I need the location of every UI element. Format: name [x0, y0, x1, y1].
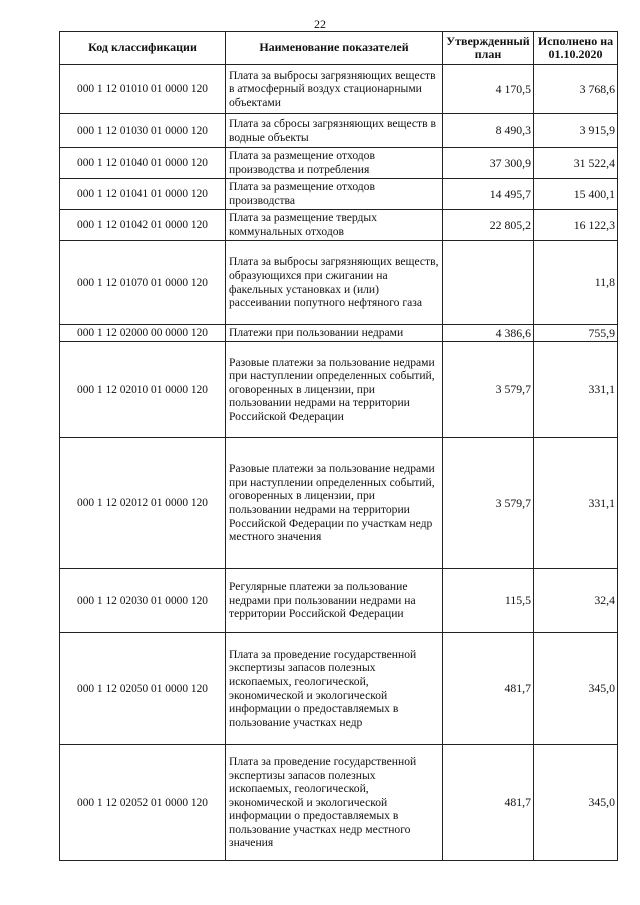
table-row — [60, 438, 618, 569]
row-name: Плата за размещение отходов производства — [226, 179, 443, 210]
row-code: 000 1 12 02012 01 0000 120 — [60, 438, 226, 569]
row-plan: 37 300,9 — [443, 148, 534, 179]
row-plan: 481,7 — [443, 745, 534, 861]
row-done: 345,0 — [534, 633, 618, 745]
row-code: 000 1 12 01070 01 0000 120 — [60, 241, 226, 325]
row-plan: 3 579,7 — [443, 438, 534, 569]
row-done: 32,4 — [534, 569, 618, 633]
row-plan: 115,5 — [443, 569, 534, 633]
row-code: 000 1 12 02052 01 0000 120 — [60, 745, 226, 861]
table-row — [60, 342, 618, 438]
table-row — [60, 114, 618, 148]
row-done: 755,9 — [534, 325, 618, 342]
row-code: 000 1 12 01030 01 0000 120 — [60, 114, 226, 148]
row-done: 3 768,6 — [534, 65, 618, 114]
row-plan: 4 170,5 — [443, 65, 534, 114]
row-name: Разовые платежи за пользование недрами при наступлении определенных событий, оговоренных в лицензии, при пользовании недрами на территории Российской Федерации — [226, 342, 443, 438]
row-done: 31 522,4 — [534, 148, 618, 179]
row-name: Регулярные платежи за пользование недрами при пользовании недрами на территории Российской Федерации — [226, 569, 443, 633]
row-code: 000 1 12 01042 01 0000 120 — [60, 210, 226, 241]
header-row — [60, 32, 618, 65]
row-done: 331,1 — [534, 342, 618, 438]
table-row — [60, 179, 618, 210]
table-row — [60, 569, 618, 633]
row-plan: 4 386,6 — [443, 325, 534, 342]
row-done: 331,1 — [534, 438, 618, 569]
row-plan: 3 579,7 — [443, 342, 534, 438]
row-code: 000 1 12 01041 01 0000 120 — [60, 179, 226, 210]
row-code: 000 1 12 01010 01 0000 120 — [60, 65, 226, 114]
row-done: 11,8 — [534, 241, 618, 325]
page-number: 22 — [314, 17, 326, 31]
row-done: 16 122,3 — [534, 210, 618, 241]
row-plan: 22 805,2 — [443, 210, 534, 241]
row-name: Плата за сбросы загрязняющих веществ в водные объекты — [226, 114, 443, 148]
budget-table — [59, 31, 618, 861]
row-plan: 8 490,3 — [443, 114, 534, 148]
row-name: Плата за проведение государственной экспертизы запасов полезных ископаемых, геологической, экономической и экологической информации о предоставляемых в пользование участках недр — [226, 633, 443, 745]
row-name: Плата за выбросы загрязняющих веществ, образующихся при сжигании на факельных установках и (или) рассеивании попутного нефтяного газа — [226, 241, 443, 325]
row-code: 000 1 12 02010 01 0000 120 — [60, 342, 226, 438]
header-name: Наименование показателей — [226, 32, 443, 65]
row-name: Плата за размещение отходов производства и потребления — [226, 148, 443, 179]
row-code: 000 1 12 01040 01 0000 120 — [60, 148, 226, 179]
table-row — [60, 325, 618, 342]
table-row — [60, 633, 618, 745]
row-name: Разовые платежи за пользование недрами при наступлении определенных событий, оговоренных в лицензии, при пользовании недрами на территории Российской Федерации по участкам недр местного значения — [226, 438, 443, 569]
table-row — [60, 210, 618, 241]
row-plan — [443, 241, 534, 325]
header-done: Исполнено на 01.10.2020 — [534, 32, 618, 65]
row-plan: 14 495,7 — [443, 179, 534, 210]
row-plan: 481,7 — [443, 633, 534, 745]
header-plan: Утвержденный план — [443, 32, 534, 65]
row-name: Платежи при пользовании недрами — [226, 325, 443, 342]
row-code: 000 1 12 02030 01 0000 120 — [60, 569, 226, 633]
row-name: Плата за выбросы загрязняющих веществ в атмосферный воздух стационарными объектами — [226, 65, 443, 114]
table-row — [60, 148, 618, 179]
row-done: 15 400,1 — [534, 179, 618, 210]
row-done: 3 915,9 — [534, 114, 618, 148]
table-row — [60, 241, 618, 325]
row-name: Плата за размещение твердых коммунальных отходов — [226, 210, 443, 241]
row-code: 000 1 12 02050 01 0000 120 — [60, 633, 226, 745]
row-code: 000 1 12 02000 00 0000 120 — [60, 325, 226, 342]
table-row — [60, 65, 618, 114]
row-name: Плата за проведение государственной экспертизы запасов полезных ископаемых, геологической, экономической и экологической информации о предоставляемых в пользование участках недр местного значения — [226, 745, 443, 861]
table-row — [60, 745, 618, 861]
row-done: 345,0 — [534, 745, 618, 861]
header-code: Код классификации — [60, 32, 226, 65]
